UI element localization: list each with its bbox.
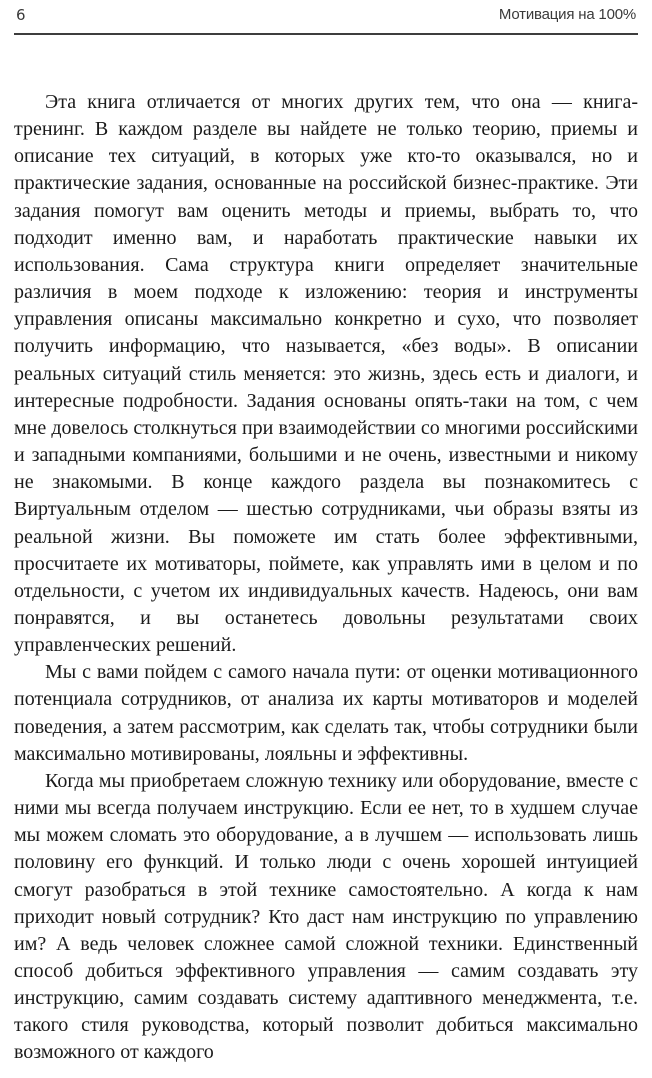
paragraph-3: Когда мы приобретаем сложную технику или оборудование, вместе с ними мы всегда получаем инструкцию. Если ее нет, то в худшем случае мы можем сломать это оборудование, а в лучшем — использовать лишь половину его функций. И только люди с очень хорошей интуицией смогут разобраться в этой технике самостоятельно. А когда к нам приходит новый сотрудник? Кто даст нам инструкцию по управлению им? А ведь человек сложнее самой сложной техники. Единственный способ добиться эффективного управления — самим создавать эту инструкцию, самим создавать систему адаптивного менеджмента, т.е. такого стиля руководства, который позволит добиться максимально возможного от каждого bbox=[14, 769, 638, 1064]
paragraph-1: Эта книга отличается от многих других тем, что она — книга-тренинг. В каждом разделе вы найдете не только теорию, приемы и описание тех ситуаций, в которых уже кто-то оказывался, но и практические задания, основанные на российской бизнес-практике. Эти задания помогут вам оценить методы и приемы, выбрать то, что подходит именно вам, и наработать практические навыки их использования. Сама структура книги определяет значительные различия в моем подходе к изложению: теория и инструменты управления описаны максимально конкретно и сухо, что позволяет получить информацию, что называется, «без воды». В описании реальных ситуаций стиль меняется: это жизнь, здесь есть и диалоги, и интересные подробности. Задания основаны опять-таки на том, с чем мне довелось столкнуться при взаимодействии со многими российскими и западными компаниями, большими и не очень, известными и никому не знакомыми. В конце каждого раздела вы познакомитесь с Виртуальным отделом — шестью сотрудниками, чьи образы взяты из реальной жизни. Вы поможете им стать более эффективными, просчитаете их мотиваторы, поймете, как управлять ими в целом и по отдельности, с учетом их индивидуальных качеств. Надеюсь, они вам понравятся, и вы останетесь довольны результатами своих управленческих решений. bbox=[14, 91, 638, 657]
body-text bbox=[14, 89, 638, 1067]
running-title: Мотивация на 100% bbox=[498, 6, 636, 23]
header-rule bbox=[14, 33, 638, 35]
page-number: 6 bbox=[16, 6, 26, 24]
paragraph-2: Мы с вами пойдем с самого начала пути: от оценки мотивационного потенциала сотрудников, от анализа их карты мотиваторов и моделей поведения, а затем рассмотрим, как сделать так, чтобы сотрудники были максимально мотивированы, лояльны и эффективны. bbox=[14, 661, 638, 765]
running-header bbox=[16, 6, 636, 28]
